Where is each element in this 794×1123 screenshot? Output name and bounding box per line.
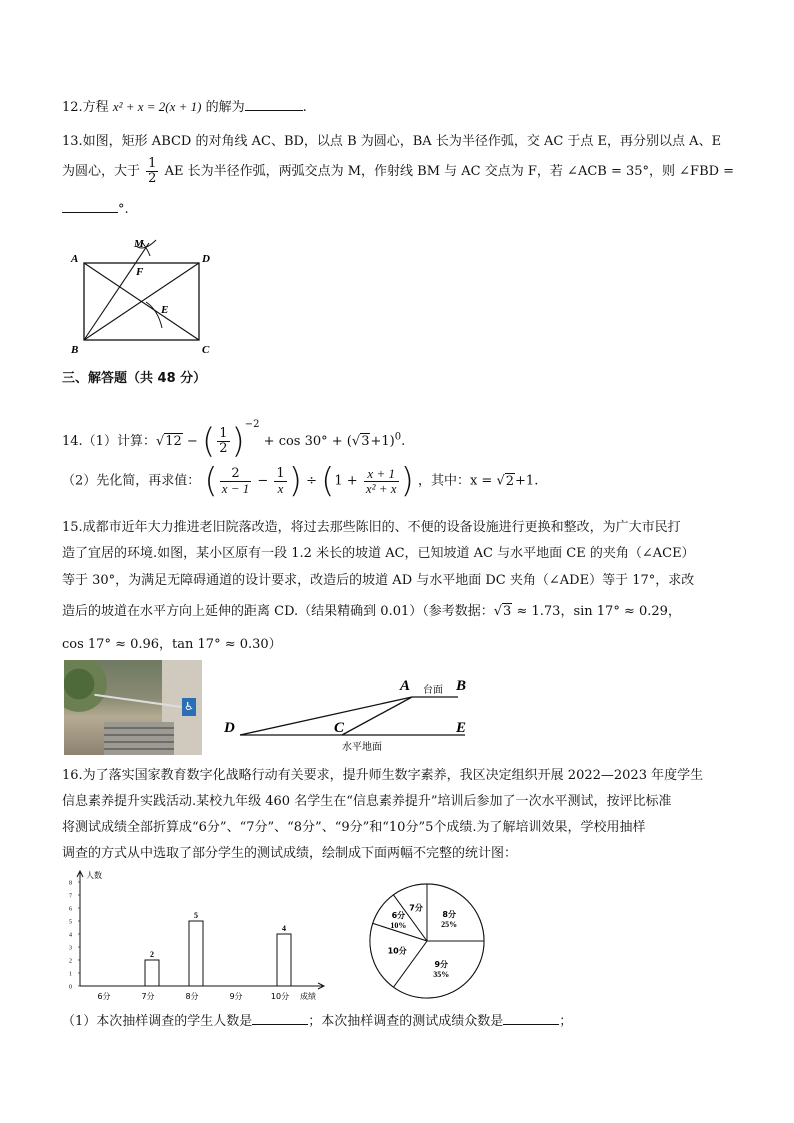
label-F: F bbox=[136, 266, 144, 278]
bar bbox=[277, 934, 291, 986]
y-tick-label: 1 bbox=[69, 971, 72, 978]
y-tick-label: 6 bbox=[69, 906, 72, 913]
q12-equation: x² + x = 2(x + 1) bbox=[112, 99, 202, 114]
label-A: A bbox=[400, 678, 411, 694]
pie-slice-label: 7分 bbox=[409, 903, 423, 913]
y-tick-label: 7 bbox=[69, 893, 72, 900]
question-16-line3: 将测试成绩全部折算成“6分”、“7分”、“8分”、“9分”和“10分”5个成绩.为了解培训效果，学校用抽样 bbox=[62, 820, 646, 835]
answer-blank[interactable] bbox=[252, 1012, 308, 1025]
question-16-part1: （1）本次抽样调查的学生人数是 ；本次抽样调查的测试成绩众数是 ； bbox=[62, 1014, 573, 1029]
photo-stairs bbox=[104, 722, 174, 755]
pie-slice-label: 6分 bbox=[391, 911, 406, 921]
ramp-ad bbox=[240, 697, 412, 735]
question-16-line1: 16.为了落实国家教育数字化战略行动有关要求，提升师生数字素养，我区决定组织开展 2022—2023 年度学生 bbox=[62, 768, 704, 783]
y-tick-label: 0 bbox=[69, 984, 72, 991]
question-16-line2: 信息素养提升实践活动.某校九年级 460 名学生在“信息素养提升”培训后参加了一次水平测试，按评比标准 bbox=[62, 794, 672, 809]
bar bbox=[145, 960, 159, 986]
bar-value-label: 5 bbox=[194, 911, 198, 920]
label-D: D bbox=[224, 720, 235, 736]
question-13-line1: 13.如图，矩形 ABCD 的对角线 AC、BD，以点 B 为圆心，BA 长为半径作弧，交 AC 于点 E，再分别以点 A、E bbox=[62, 134, 722, 149]
question-12: 12.方程 x² + x = 2(x + 1) 的解为 . bbox=[62, 99, 307, 115]
bar bbox=[189, 921, 203, 986]
label-C: C bbox=[334, 720, 345, 736]
ramp-ac bbox=[342, 697, 412, 735]
x-tick-label: 7分 bbox=[141, 992, 155, 1001]
label-E: E bbox=[456, 720, 467, 736]
label-B: B bbox=[71, 344, 79, 356]
y-tick-label: 4 bbox=[69, 932, 72, 939]
fraction-half: $\frac{1}{2}$ bbox=[148, 156, 157, 186]
question-14-part1: 14.（1）计算：√12 − ( $\frac{1}{2}$ )$^{-2} + \cos 30^\circ + (√3+1)^0$. bbox=[62, 419, 406, 462]
label-ground: 水平地面 bbox=[342, 742, 382, 753]
y-tick-label: 3 bbox=[69, 945, 72, 952]
label-platform: 台面 bbox=[423, 685, 443, 696]
answer-blank[interactable] bbox=[62, 200, 118, 213]
section-heading: 三、解答题（共 48 分） bbox=[62, 371, 207, 386]
label-E: E bbox=[161, 304, 169, 316]
ray-bm bbox=[84, 243, 149, 340]
bar-value-label: 2 bbox=[150, 950, 154, 959]
ramp-photo bbox=[64, 660, 202, 755]
question-15-line1: 15.成都市近年大力推进老旧院落改造，将过去那些陈旧的、不便的设备设施进行更换和整改，为广大市民打 bbox=[62, 520, 681, 535]
label-D: D bbox=[202, 253, 210, 265]
x-tick-label: 8分 bbox=[185, 992, 199, 1001]
answer-blank[interactable] bbox=[245, 98, 303, 111]
x-tick-label: 6分 bbox=[97, 992, 111, 1001]
y-tick-label: 8 bbox=[69, 880, 72, 887]
figure-15-ramp bbox=[220, 670, 480, 756]
pie-slice-label: 9分 bbox=[434, 959, 449, 969]
accessibility-icon: ♿ bbox=[182, 698, 196, 716]
x-axis-label: 成绩 bbox=[300, 992, 316, 1001]
bar-value-label: 4 bbox=[282, 924, 286, 933]
photo-tree bbox=[64, 660, 114, 720]
question-15-line3: 等于 30°，为满足无障碍通道的设计要求，改造后的坡道 AD 与水平地面 DC 夹角（∠ADE）等于 17°，求改 bbox=[62, 573, 695, 588]
question-15-line4: 造后的坡道在水平方向上延伸的距离 CD.（结果精确到 0.01）（参考数据：√3 ≈ 1.73，sin 17° ≈ 0.29， bbox=[62, 604, 681, 619]
fraction-half: $\frac{1}{2}$ bbox=[219, 426, 228, 456]
figure-13-rectangle bbox=[66, 232, 226, 358]
label-B: B bbox=[456, 678, 467, 694]
bar-chart bbox=[62, 868, 332, 1004]
pie-chart bbox=[366, 878, 498, 1004]
answer-blank[interactable] bbox=[503, 1012, 559, 1025]
label-A: A bbox=[71, 253, 79, 265]
x-tick-label: 9分 bbox=[229, 992, 243, 1001]
question-15-line5: cos 17° ≈ 0.96，tan 17° ≈ 0.30） bbox=[62, 637, 282, 652]
label-C: C bbox=[202, 344, 210, 356]
question-13-line2: 为圆心，大于 $\frac{1}{2}$ AE 长为半径作弧，两弧交点为 M，作射线 BM 与 AC 交点为 F，若 ∠ACB = 35°，则 ∠FBD = bbox=[62, 156, 735, 186]
y-axis-label: 人数 bbox=[86, 871, 102, 880]
label-M: M bbox=[134, 238, 144, 250]
y-tick-label: 2 bbox=[69, 958, 72, 965]
pie-slice-label: 8分 bbox=[442, 909, 456, 919]
pie-slice-percent: 25% bbox=[441, 919, 458, 929]
pie-slice-percent: 35% bbox=[433, 969, 450, 979]
question-13-line3: °. bbox=[62, 200, 129, 219]
x-tick-label: 10分 bbox=[270, 992, 290, 1001]
question-14-part2: （2）先化简，再求值： ( $\frac{2}{x - 1}$ − $\frac{1}{x}$ ) ÷ (1 + $\frac{x + 1}{\text{x² + x}}$ ) ，其中：x = √2+1. bbox=[62, 461, 539, 501]
pie-slice-percent: 10% bbox=[390, 921, 407, 931]
question-16-line4: 调查的方式从中选取了部分学生的测试成绩，绘制成下面两幅不完整的统计图： bbox=[62, 846, 518, 861]
pie-slice-label: 10分 bbox=[387, 946, 407, 956]
y-tick-label: 5 bbox=[69, 919, 72, 926]
question-15-line2: 造了宜居的环境.如图，某小区原有一段 1.2 米长的坡道 AC，已知坡道 AC 与水平地面 CE 的夹角（∠ACE） bbox=[62, 546, 695, 561]
